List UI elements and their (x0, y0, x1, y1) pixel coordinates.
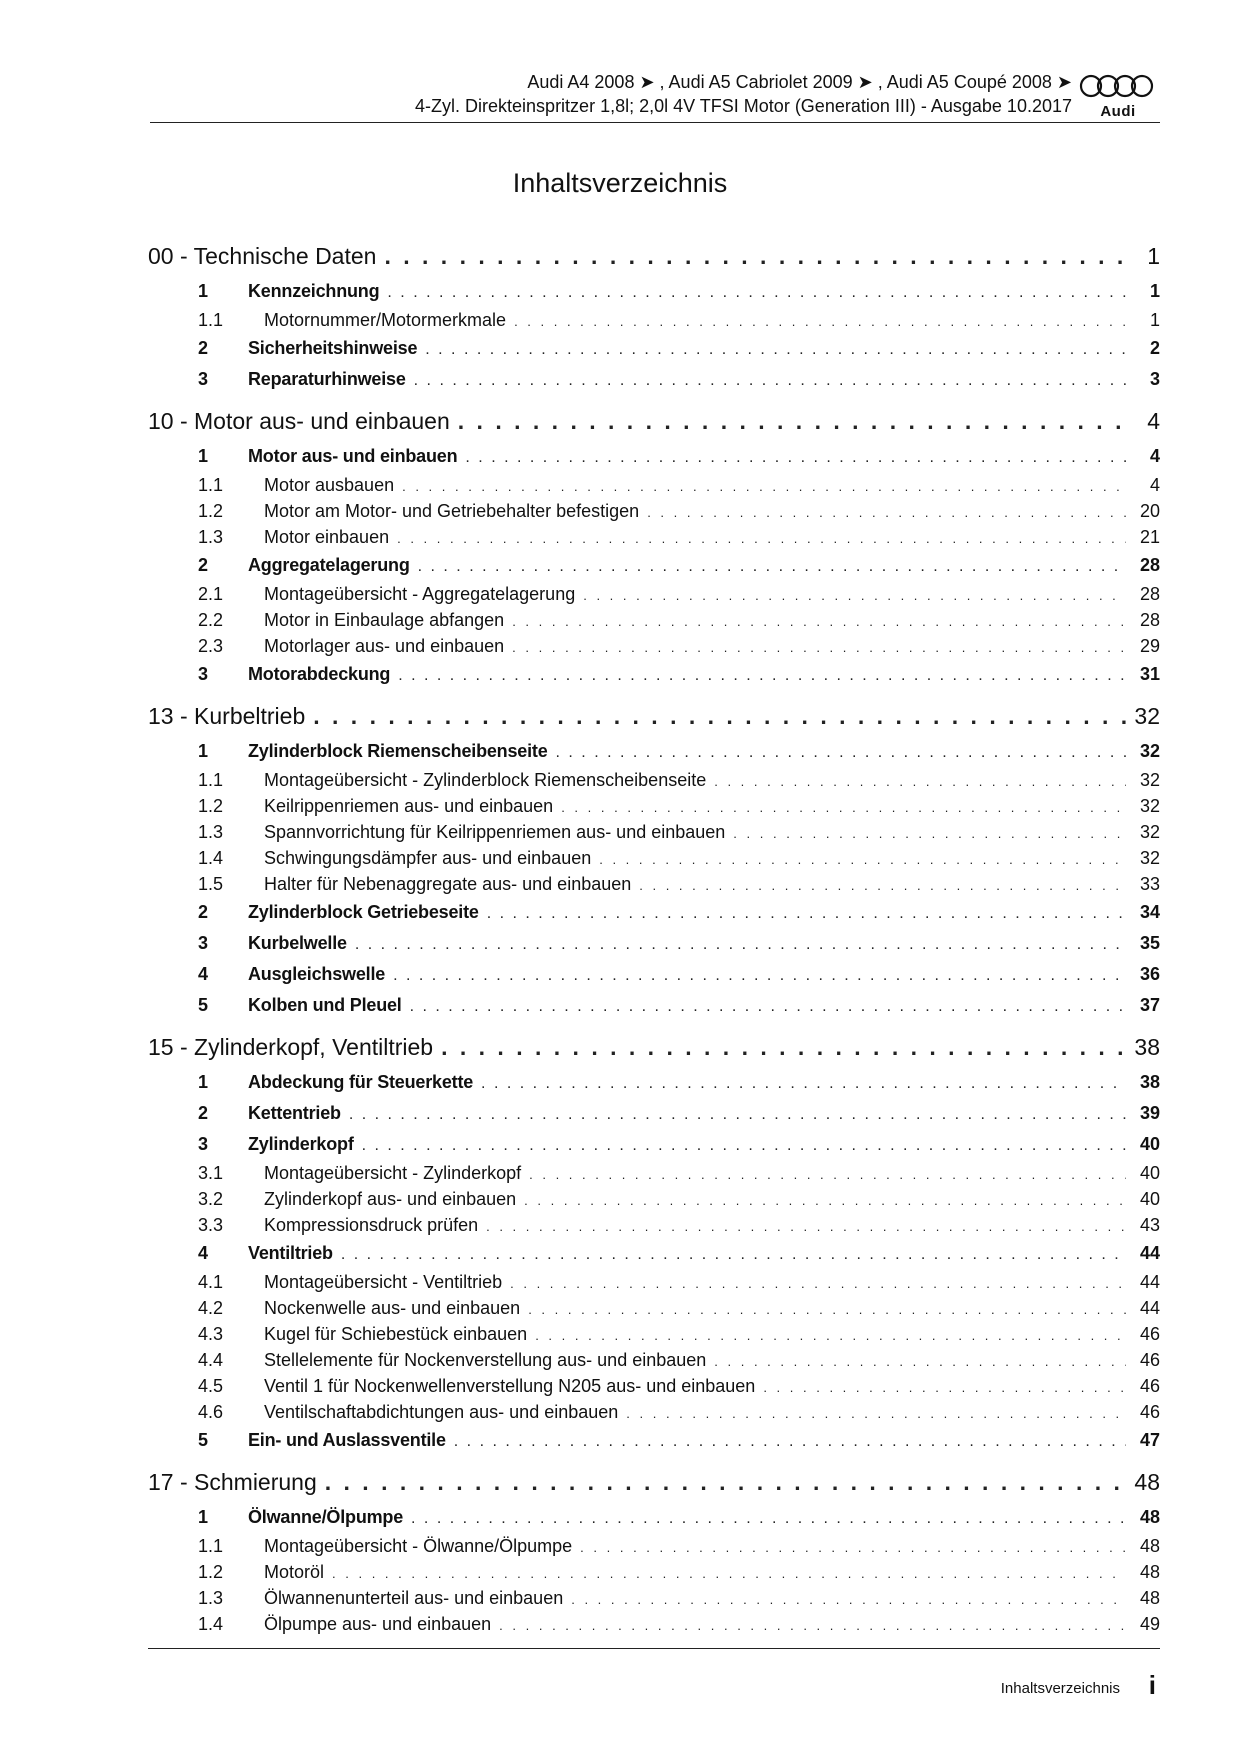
toc-leader-dots (763, 1375, 1126, 1401)
toc-number: 5 (198, 995, 209, 1015)
toc-page-number: 32 (1139, 796, 1160, 816)
toc-number: 3 (198, 933, 209, 953)
toc-leader-dots (714, 769, 1126, 795)
toc-number: 1.1 (198, 770, 224, 790)
audi-logo (1076, 74, 1160, 118)
toc-section[interactable] (148, 897, 1160, 928)
toc-page-number: 32 (1134, 703, 1160, 729)
toc-page-number: 39 (1139, 1103, 1160, 1123)
toc-page-number: 49 (1139, 1614, 1160, 1634)
toc-chapter[interactable] (148, 401, 1160, 441)
toc-label: Motorlager aus- und einbauen (264, 636, 505, 656)
toc-page-number: 46 (1139, 1324, 1160, 1344)
header-models: Audi A4 2008 ➤ , Audi A5 Cabriolet 2009 ➤ , Audi A5 Coupé 2008 ➤ (527, 72, 1072, 92)
toc-leader-dots (398, 660, 1126, 691)
toc-leader-dots (411, 1503, 1126, 1534)
toc-subsection[interactable] (148, 871, 1160, 897)
audi-rings-icon (1076, 74, 1160, 100)
toc-number: 1.1 (198, 310, 224, 330)
toc-page-number: 46 (1139, 1350, 1160, 1370)
toc-label: Motorabdeckung (248, 664, 391, 684)
toc-number: 2 (198, 902, 209, 922)
toc-number: 5 (198, 1430, 209, 1450)
toc-page-number: 32 (1139, 741, 1160, 761)
toc-number: 2 (198, 1103, 209, 1123)
toc-leader-dots (454, 1426, 1126, 1457)
toc-label: Abdeckung für Steuerkette (248, 1072, 474, 1092)
toc-page-number: 28 (1139, 610, 1160, 630)
toc-leader-dots (384, 236, 1126, 276)
toc-subsection[interactable] (148, 1585, 1160, 1611)
toc-page-number: 37 (1139, 995, 1160, 1015)
toc-subsection[interactable] (148, 607, 1160, 633)
toc-leader-dots (524, 1188, 1126, 1214)
toc-label: Schwingungsdämpfer aus- und einbauen (264, 848, 592, 868)
toc-subsection[interactable] (148, 1269, 1160, 1295)
toc-page-number: 2 (1149, 338, 1160, 358)
toc-number: 1.2 (198, 796, 224, 816)
toc-page-number: 44 (1139, 1243, 1160, 1263)
toc-leader-dots (418, 551, 1126, 582)
header-text (415, 70, 1072, 118)
header-engine: 4-Zyl. Direkteinspritzer 1,8l; 2,0l 4V TFSI Motor (Generation III) - Ausgabe 10.2017 (415, 96, 1072, 116)
toc-leader-dots (402, 474, 1126, 500)
toc-number: 1.5 (198, 874, 224, 894)
toc-label: Kettentrieb (248, 1103, 341, 1123)
toc-subsection[interactable] (148, 472, 1160, 498)
toc-label: Ein- und Auslassventile (248, 1430, 446, 1450)
toc-leader-dots (499, 1613, 1126, 1639)
toc-chapter[interactable] (148, 696, 1160, 736)
toc-page-number: 3 (1149, 369, 1160, 389)
toc-label: Ölwanne/Ölpumpe (248, 1507, 404, 1527)
toc-subsection[interactable] (148, 1321, 1160, 1347)
toc-leader-dots (332, 1561, 1126, 1587)
toc-page-number: 28 (1139, 584, 1160, 604)
toc-subsection[interactable] (148, 1212, 1160, 1238)
toc-number: 3.1 (198, 1163, 224, 1183)
toc-page-number: 1 (1147, 243, 1160, 269)
toc-leader-dots (355, 929, 1126, 960)
page-header (150, 70, 1160, 126)
toc-label: Motor in Einbaulage abfangen (264, 610, 505, 630)
toc-label: Kurbelwelle (248, 933, 347, 953)
toc-section[interactable] (148, 928, 1160, 959)
toc-page-number: 38 (1134, 1034, 1160, 1060)
toc-subsection[interactable] (148, 307, 1160, 333)
toc-leader-dots (647, 500, 1126, 526)
header-rule (150, 122, 1160, 123)
toc-page-number: 1 (1149, 281, 1160, 301)
toc-leader-dots (510, 1271, 1126, 1297)
toc-number: 4.5 (198, 1376, 224, 1396)
toc-leader-dots (458, 401, 1126, 441)
toc-chapter[interactable] (148, 1462, 1160, 1502)
toc-page-number: 34 (1139, 902, 1160, 922)
table-of-contents (148, 236, 1160, 1637)
toc-subsection[interactable] (148, 524, 1160, 550)
toc-page-number: 48 (1134, 1469, 1160, 1495)
toc-section[interactable] (148, 1238, 1160, 1269)
toc-section[interactable] (148, 1067, 1160, 1098)
toc-page-number: 46 (1139, 1402, 1160, 1422)
toc-number: 1 (198, 281, 209, 301)
toc-label: Kolben und Pleuel (248, 995, 402, 1015)
toc-subsection[interactable] (148, 1347, 1160, 1373)
toc-number: 4.4 (198, 1350, 224, 1370)
toc-label: Motornummer/Motormerkmale (264, 310, 507, 330)
toc-subsection[interactable] (148, 581, 1160, 607)
page-title: Inhaltsverzeichnis (512, 168, 728, 198)
toc-section[interactable] (148, 659, 1160, 690)
footer-page-number: i (1148, 1670, 1156, 1700)
toc-leader-dots (410, 991, 1126, 1022)
toc-leader-dots (583, 583, 1126, 609)
toc-subsection[interactable] (148, 819, 1160, 845)
toc-leader-dots (639, 873, 1126, 899)
toc-page-number: 43 (1139, 1215, 1160, 1235)
toc-leader-dots (512, 635, 1126, 661)
toc-page-number: 29 (1139, 636, 1160, 656)
toc-section[interactable] (148, 1098, 1160, 1129)
toc-leader-dots (387, 277, 1126, 308)
toc-number: 1.1 (198, 1536, 224, 1556)
toc-page-number: 48 (1139, 1588, 1160, 1608)
toc-page-number: 44 (1139, 1272, 1160, 1292)
toc-page-number: 40 (1139, 1163, 1160, 1183)
toc-label: Zylinderblock Getriebeseite (248, 902, 479, 922)
footer-rule (148, 1648, 1160, 1649)
toc-page-number: 46 (1139, 1376, 1160, 1396)
toc-page-number: 33 (1139, 874, 1160, 894)
toc-leader-dots (397, 526, 1126, 552)
toc-label: Keilrippenriemen aus- und einbauen (264, 796, 554, 816)
toc-label: Nockenwelle aus- und einbauen (264, 1298, 521, 1318)
toc-number: 1 (198, 1507, 209, 1527)
toc-page-number: 32 (1139, 822, 1160, 842)
toc-section[interactable] (148, 550, 1160, 581)
toc-leader-dots (626, 1401, 1126, 1427)
toc-leader-dots (313, 696, 1126, 736)
toc-subsection[interactable] (148, 633, 1160, 659)
toc-label: Reparaturhinweise (248, 369, 406, 389)
toc-page-number: 1 (1149, 310, 1160, 330)
toc-subsection[interactable] (148, 1559, 1160, 1585)
toc-number: 1.3 (198, 527, 224, 547)
toc-label: Motor am Motor- und Getriebehalter befestigen (264, 501, 640, 521)
toc-page-number: 40 (1139, 1134, 1160, 1154)
toc-number: 1.2 (198, 501, 224, 521)
toc-number: 3.3 (198, 1215, 224, 1235)
toc-leader-dots (571, 1587, 1126, 1613)
toc-number: 1.4 (198, 848, 224, 868)
toc-number: 2.3 (198, 636, 224, 656)
toc-section[interactable] (148, 990, 1160, 1021)
toc-page-number: 47 (1139, 1430, 1160, 1450)
toc-subsection[interactable] (148, 498, 1160, 524)
toc-label: Kompressionsdruck prüfen (264, 1215, 479, 1235)
toc-label: Ventilschaftabdichtungen aus- und einbauen (264, 1402, 619, 1422)
toc-label: Montageübersicht - Aggregatelagerung (264, 584, 576, 604)
toc-subsection[interactable] (148, 793, 1160, 819)
toc-number: 1 (198, 446, 209, 466)
toc-page-number: 32 (1139, 848, 1160, 868)
toc-page-number: 31 (1139, 664, 1160, 684)
toc-label: Ventiltrieb (248, 1243, 333, 1263)
toc-page-number: 38 (1139, 1072, 1160, 1092)
toc-page-number: 20 (1139, 501, 1160, 521)
toc-leader-dots (441, 1027, 1126, 1067)
toc-leader-dots (486, 1214, 1126, 1240)
toc-number: 4 (198, 1243, 209, 1263)
toc-leader-dots (341, 1239, 1126, 1270)
toc-number: 4.3 (198, 1324, 224, 1344)
toc-label: Ölpumpe aus- und einbauen (264, 1614, 492, 1634)
toc-leader-dots (714, 1349, 1126, 1375)
toc-page-number: 40 (1139, 1189, 1160, 1209)
toc-leader-dots (465, 442, 1126, 473)
toc-subsection[interactable] (148, 1295, 1160, 1321)
toc-label: 10 - Motor aus- und einbauen (148, 408, 450, 434)
toc-section[interactable] (148, 441, 1160, 472)
toc-leader-dots (599, 847, 1126, 873)
toc-leader-dots (580, 1535, 1126, 1561)
toc-label: Stellelemente für Nockenverstellung aus- und einbauen (264, 1350, 707, 1370)
toc-label: Halter für Nebenaggregate aus- und einbauen (264, 874, 632, 894)
toc-leader-dots (362, 1130, 1126, 1161)
toc-section[interactable] (148, 364, 1160, 395)
toc-subsection[interactable] (148, 1399, 1160, 1425)
toc-label: 17 - Schmierung (148, 1469, 317, 1495)
toc-number: 3 (198, 1134, 209, 1154)
toc-leader-dots (535, 1323, 1126, 1349)
toc-page-number: 4 (1147, 408, 1160, 434)
toc-label: Montageübersicht - Ölwanne/Ölpumpe (264, 1536, 573, 1556)
toc-leader-dots (561, 795, 1126, 821)
toc-page-number: 48 (1139, 1562, 1160, 1582)
toc-label: Motor aus- und einbauen (248, 446, 458, 466)
toc-label: Sicherheitshinweise (248, 338, 418, 358)
toc-label: 15 - Zylinderkopf, Ventiltrieb (148, 1034, 434, 1060)
toc-subsection[interactable] (148, 1533, 1160, 1559)
toc-label: Ölwannenunterteil aus- und einbauen (264, 1588, 564, 1608)
toc-label: Montageübersicht - Ventiltrieb (264, 1272, 503, 1292)
toc-subsection[interactable] (148, 845, 1160, 871)
toc-section[interactable] (148, 333, 1160, 364)
toc-subsection[interactable] (148, 1186, 1160, 1212)
toc-number: 3 (198, 664, 209, 684)
toc-page-number: 35 (1139, 933, 1160, 953)
toc-leader-dots (414, 365, 1126, 396)
toc-chapter[interactable] (148, 1027, 1160, 1067)
toc-section[interactable] (148, 1425, 1160, 1456)
toc-page-number: 48 (1139, 1536, 1160, 1556)
toc-page-number: 28 (1139, 555, 1160, 575)
toc-leader-dots (425, 334, 1126, 365)
toc-leader-dots (529, 1162, 1126, 1188)
toc-number: 1.3 (198, 822, 224, 842)
toc-subsection[interactable] (148, 1160, 1160, 1186)
toc-leader-dots (556, 737, 1126, 768)
toc-label: Montageübersicht - Zylinderblock Riemenscheibenseite (264, 770, 707, 790)
toc-number: 1.4 (198, 1614, 224, 1634)
toc-label: Spannvorrichtung für Keilrippenriemen aus- und einbauen (264, 822, 726, 842)
audi-logo-text: Audi (1100, 103, 1136, 120)
toc-subsection[interactable] (148, 1373, 1160, 1399)
footer-section-label: Inhaltsverzeichnis (1000, 1680, 1120, 1697)
toc-number: 4.1 (198, 1272, 224, 1292)
toc-number: 1.2 (198, 1562, 224, 1582)
toc-number: 2.2 (198, 610, 224, 630)
toc-page-number: 48 (1139, 1507, 1160, 1527)
toc-page-number: 21 (1139, 527, 1160, 547)
toc-leader-dots (514, 309, 1126, 335)
toc-number: 3.2 (198, 1189, 224, 1209)
toc-number: 4.6 (198, 1402, 224, 1422)
toc-leader-dots (393, 960, 1126, 991)
toc-subsection[interactable] (148, 1611, 1160, 1637)
toc-section[interactable] (148, 736, 1160, 767)
toc-number: 4.2 (198, 1298, 224, 1318)
toc-leader-dots (481, 1068, 1126, 1099)
toc-label: Ventil 1 für Nockenwellenverstellung N205 aus- und einbauen (264, 1376, 756, 1396)
toc-label: Aggregatelagerung (248, 555, 410, 575)
toc-page-number: 4 (1149, 446, 1160, 466)
toc-number: 1 (198, 741, 209, 761)
toc-leader-dots (512, 609, 1126, 635)
toc-leader-dots (325, 1462, 1126, 1502)
toc-label: Motor einbauen (264, 527, 390, 547)
toc-page-number: 32 (1139, 770, 1160, 790)
toc-label: 13 - Kurbeltrieb (148, 703, 306, 729)
toc-label: Kennzeichnung (248, 281, 380, 301)
toc-page-number: 36 (1139, 964, 1160, 984)
toc-number: 1 (198, 1072, 209, 1092)
toc-subsection[interactable] (148, 767, 1160, 793)
toc-leader-dots (349, 1099, 1126, 1130)
toc-section[interactable] (148, 276, 1160, 307)
toc-number: 1.3 (198, 1588, 224, 1608)
toc-number: 1.1 (198, 475, 224, 495)
toc-chapter[interactable] (148, 236, 1160, 276)
toc-label: Motor ausbauen (264, 475, 395, 495)
toc-number: 2 (198, 555, 209, 575)
toc-number: 2.1 (198, 584, 224, 604)
toc-section[interactable] (148, 1129, 1160, 1160)
toc-label: Motoröl (264, 1562, 325, 1582)
toc-label: Zylinderkopf aus- und einbauen (264, 1189, 517, 1209)
toc-leader-dots (733, 821, 1126, 847)
toc-label: Kugel für Schiebestück einbauen (264, 1324, 528, 1344)
toc-page-number: 4 (1149, 475, 1160, 495)
toc-section[interactable] (148, 959, 1160, 990)
toc-label: Zylinderblock Riemenscheibenseite (248, 741, 548, 761)
toc-page-number: 44 (1139, 1298, 1160, 1318)
toc-leader-dots (487, 898, 1126, 929)
toc-number: 3 (198, 369, 209, 389)
toc-number: 2 (198, 338, 209, 358)
toc-label: Montageübersicht - Zylinderkopf (264, 1163, 522, 1183)
toc-label: Zylinderkopf (248, 1134, 354, 1154)
toc-leader-dots (528, 1297, 1126, 1323)
toc-label: Ausgleichswelle (248, 964, 386, 984)
toc-section[interactable] (148, 1502, 1160, 1533)
toc-label: 00 - Technische Daten (148, 243, 377, 269)
toc-number: 4 (198, 964, 209, 984)
